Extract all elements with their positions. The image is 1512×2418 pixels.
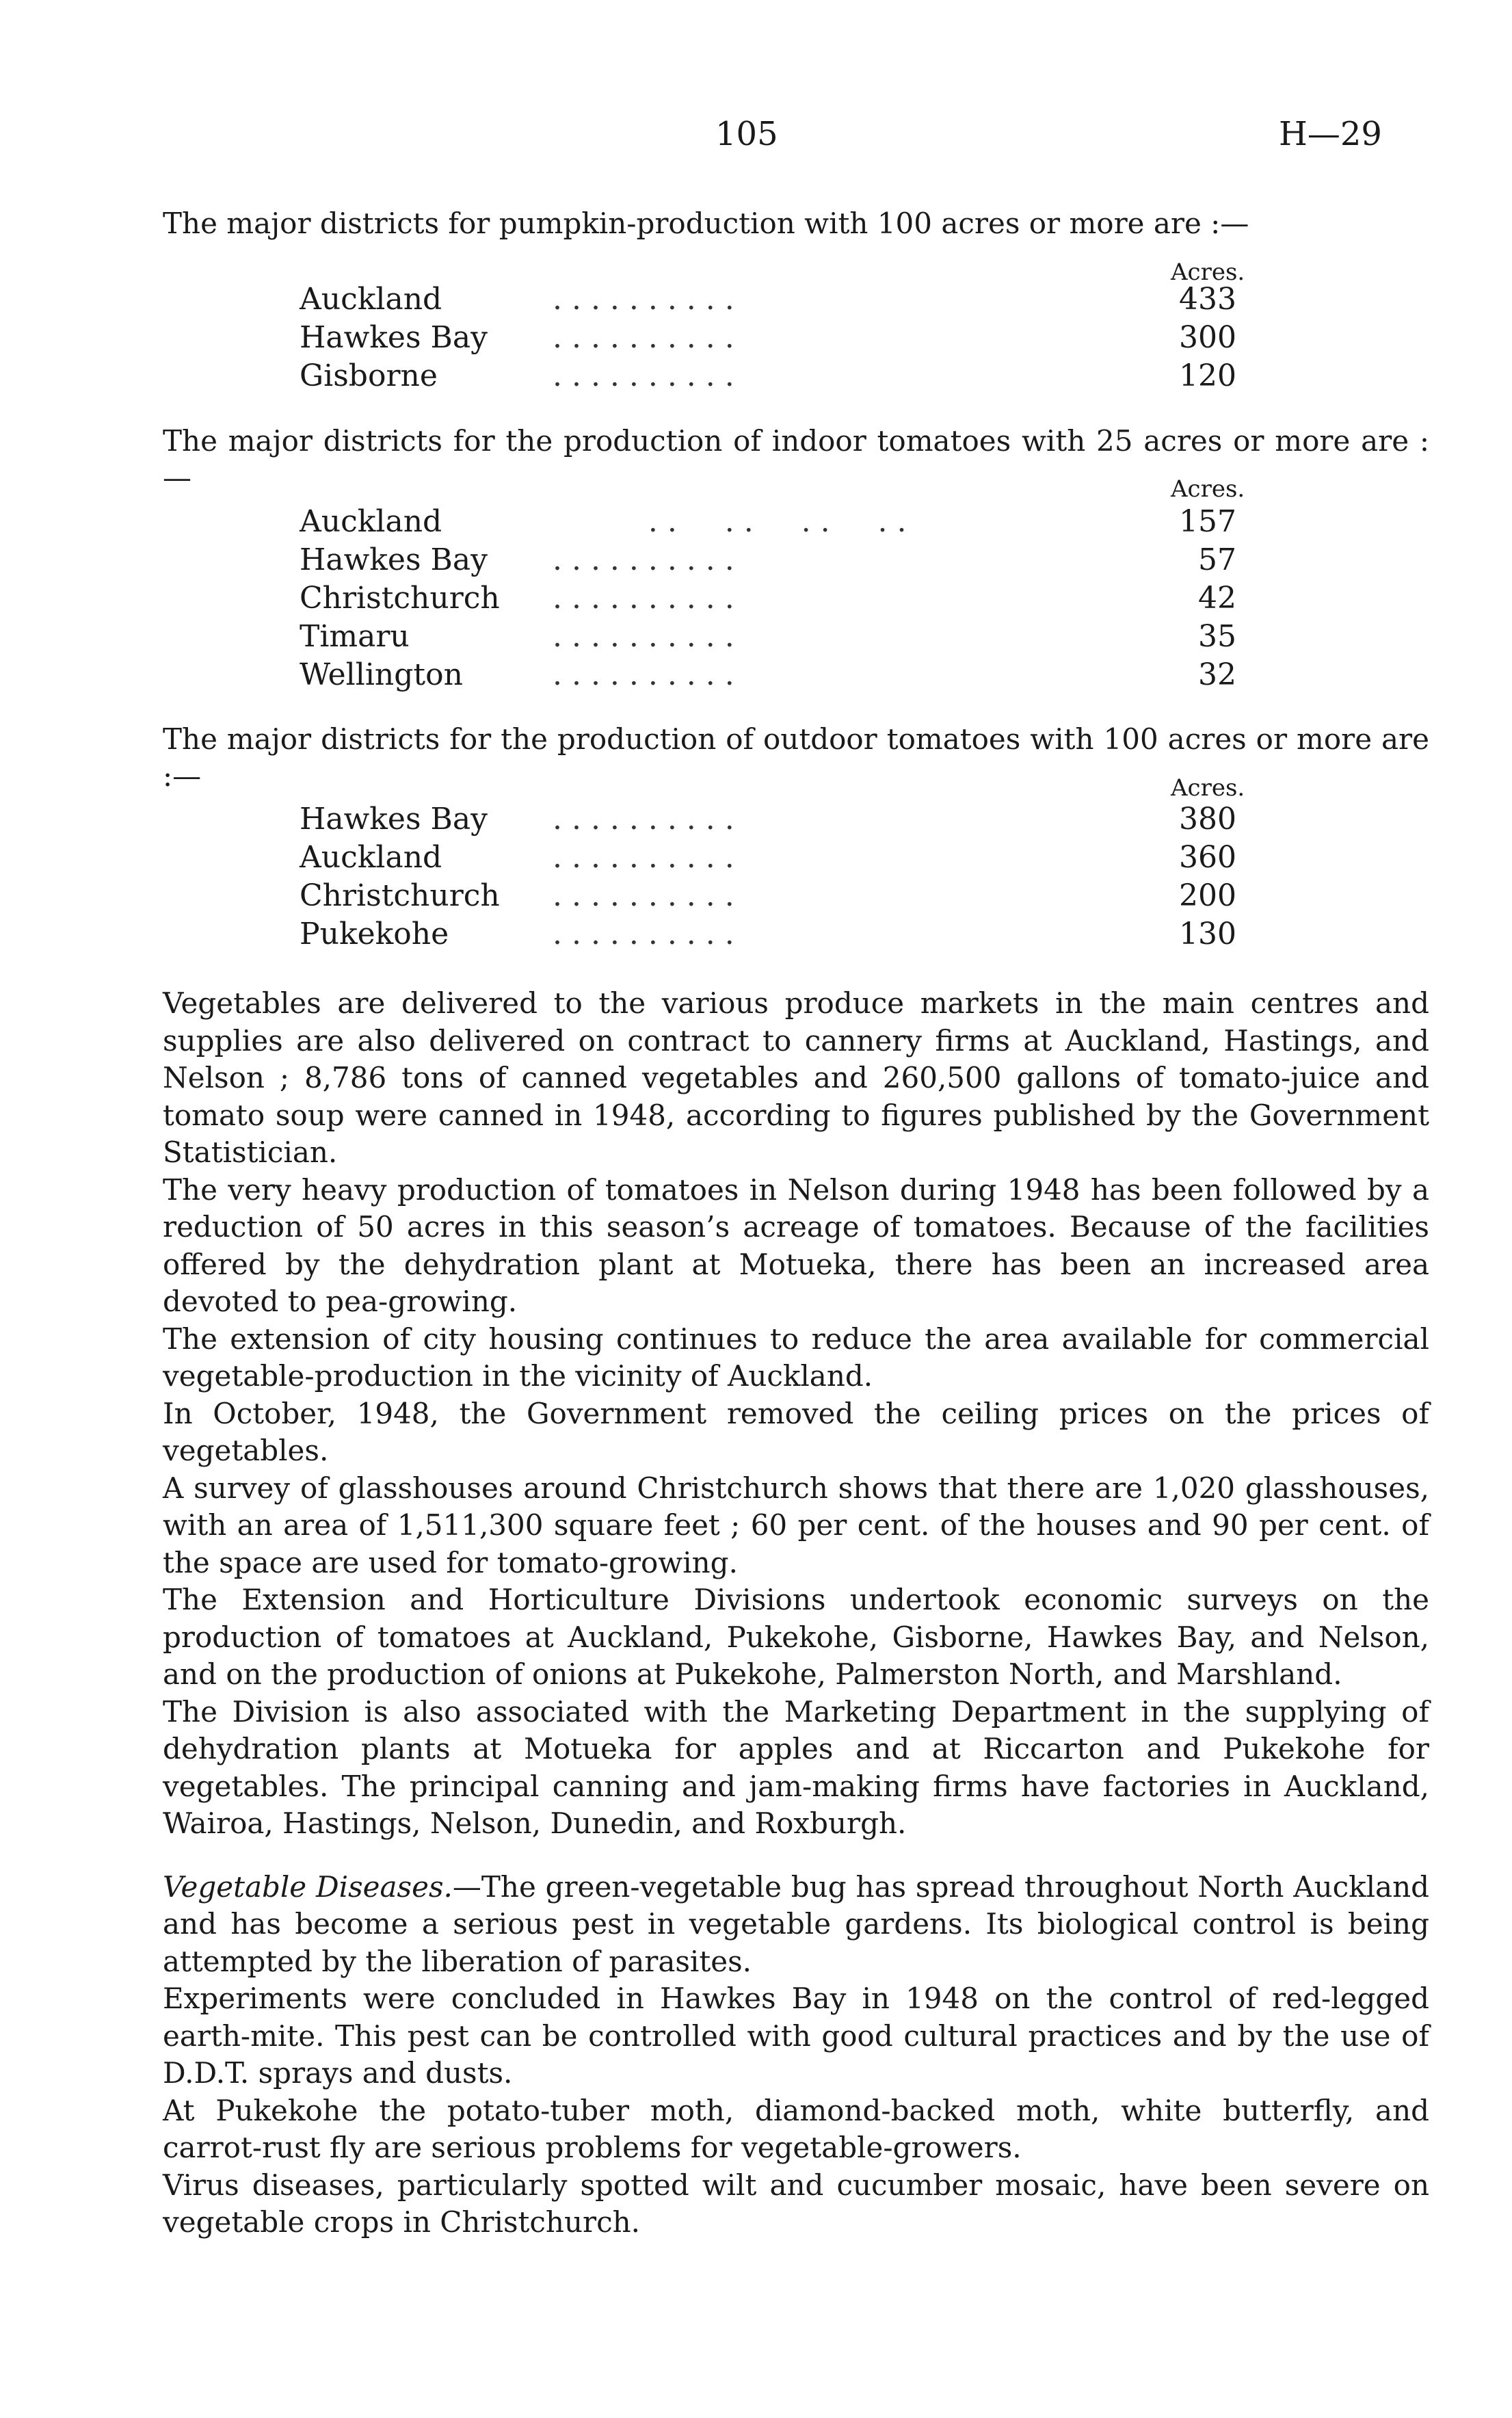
table-row	[300, 319, 1236, 357]
table-row	[300, 839, 1236, 877]
paragraph: The Extension and Horticulture Divisions undertook economic surveys on the production of tomatoes at Auckland, Pukekohe, Gisborne, Hawkes Bay, and Nelson, and on the production of onions at Pukekohe, Palmerston North, and Marshland.	[163, 1583, 1429, 1691]
pumpkin-unit-label: Acres.	[1171, 259, 1245, 286]
acreage-value: 42	[1198, 581, 1236, 616]
district-name: Hawkes Bay	[300, 802, 488, 837]
table-row	[300, 357, 1236, 395]
acreage-value: 380	[1179, 802, 1236, 837]
acreage-value: 300	[1179, 320, 1236, 355]
leader-dots: . . . . . . . . . .	[553, 619, 734, 654]
outdoor-tomatoes-table	[300, 800, 1236, 954]
page-number: 105	[715, 115, 778, 153]
table-row	[300, 618, 1236, 656]
acreage-value: 200	[1179, 878, 1236, 913]
table-row	[300, 800, 1236, 839]
table-row	[300, 503, 1236, 541]
paragraph: Experiments were concluded in Hawkes Bay in 1948 on the control of red-legged earth-mite. This pest can be controlled with good cultural practices and by the use of D.D.T. sprays and dusts.	[163, 1982, 1429, 2090]
table-row	[300, 656, 1236, 694]
indoor-tomatoes-table	[300, 503, 1236, 694]
leader-dots: . . . . . . . . . .	[553, 878, 734, 913]
acreage-value: 360	[1179, 840, 1236, 875]
district-name: Christchurch	[300, 878, 500, 913]
acreage-value: 433	[1179, 282, 1236, 317]
leader-dots: . . . . . . . . . .	[553, 542, 734, 577]
leader-dots: . . . . . . . . . .	[553, 917, 734, 951]
district-name: Gisborne	[300, 358, 438, 393]
report-reference: H—29	[1279, 115, 1382, 153]
paragraph: In October, 1948, the Government removed the ceiling prices on the prices of vegetables.	[163, 1396, 1429, 1467]
outdoor-tomatoes-intro: The major districts for the production of outdoor tomatoes with 100 acres or more are :—	[163, 722, 1429, 793]
district-name: Hawkes Bay	[300, 542, 488, 577]
acreage-value: 57	[1198, 542, 1236, 577]
pumpkin-table	[300, 280, 1236, 395]
main-text	[163, 985, 1429, 2242]
indoor-unit-label: Acres.	[1171, 475, 1245, 503]
leader-dots: . . . . . . . . . .	[553, 802, 734, 837]
district-name: Christchurch	[300, 581, 500, 616]
paragraph: The very heavy production of tomatoes in Nelson during 1948 has been followed by a reduction of 50 acres in this season’s acreage of tomatoes. Because of the facilities offered by the dehydration plant at Motueka, there has been an increased area devoted to pea-growing.	[163, 1172, 1429, 1318]
table-row	[300, 541, 1236, 579]
acreage-value: 157	[1179, 504, 1236, 539]
acreage-value: 120	[1179, 358, 1236, 393]
district-name: Pukekohe	[300, 917, 449, 951]
paragraph: A survey of glasshouses around Christchurch shows that there are 1,020 glasshouses, with an area of 1,511,300 square feet ; 60 per cent. of the houses and 90 per cent. of the space are used for tomato-growing.	[163, 1471, 1429, 1579]
paragraph: The extension of city housing continues to reduce the area available for commercial vegetable-production in the vicinity of Auckland.	[163, 1322, 1429, 1393]
district-name: Hawkes Bay	[300, 320, 488, 355]
acreage-value: 35	[1198, 619, 1236, 654]
table-row	[300, 280, 1236, 319]
district-name: Auckland	[300, 840, 442, 875]
district-name: Wellington	[300, 657, 463, 692]
table-row	[300, 579, 1236, 618]
paragraph: Vegetables are delivered to the various produce markets in the main centres and supplies are also delivered on contract to cannery firms at Auckland, Hastings, and Nelson ; 8,786 tons of canned vegetables and 260,500 gallons of tomato-juice and tomato soup were canned in 1948, according to figures published by the Government Statistician.	[163, 986, 1429, 1169]
pumpkin-intro: The major districts for pumpkin-production with 100 acres or more are :—	[163, 207, 1249, 240]
district-name: Auckland	[300, 504, 442, 539]
acreage-value: 32	[1198, 657, 1236, 692]
table-row	[300, 877, 1236, 915]
leader-dots: . . . . . . . . . .	[553, 840, 734, 875]
district-name: Timaru	[300, 619, 410, 654]
paragraph: The Division is also associated with the Marketing Department in the supplying of dehydration plants at Motueka for apples and at Riccarton and Pukekohe for vegetables. The principal canning and jam-making firms have factories in Auckland, Wairoa, Hastings, Nelson, Dunedin, and Roxburgh.	[163, 1694, 1429, 1840]
leader-dots: . . . . . . . .	[553, 504, 907, 539]
outdoor-unit-label: Acres.	[1171, 774, 1245, 802]
indoor-tomatoes-intro: The major districts for the production of indoor tomatoes with 25 acres or more are :—	[163, 424, 1429, 495]
section-heading: Vegetable Diseases.	[163, 1869, 453, 1904]
table-row	[300, 915, 1236, 954]
paragraph: Virus diseases, particularly spotted wilt and cucumber mosaic, have been severe on vegetable crops in Christchurch.	[163, 2168, 1429, 2239]
leader-dots: . . . . . . . . . .	[553, 358, 734, 393]
leader-dots: . . . . . . . . . .	[553, 282, 734, 317]
section-lead-text: —The green-vegetable bug has spread throughout North Auckland and has become a serious pest in vegetable gardens. Its biological control is being attempted by the liberation of parasites.	[163, 1869, 1429, 1978]
acreage-value: 130	[1179, 917, 1236, 951]
leader-dots: . . . . . . . . . .	[553, 581, 734, 616]
paragraph: At Pukekohe the potato-tuber moth, diamond-backed moth, white butterfly, and carrot-rust fly are serious problems for vegetable-growers.	[163, 2093, 1429, 2164]
leader-dots: . . . . . . . . . .	[553, 320, 734, 355]
district-name: Auckland	[300, 282, 442, 317]
leader-dots: . . . . . . . . . .	[553, 657, 734, 692]
diseases-paragraph	[163, 1869, 1429, 1981]
